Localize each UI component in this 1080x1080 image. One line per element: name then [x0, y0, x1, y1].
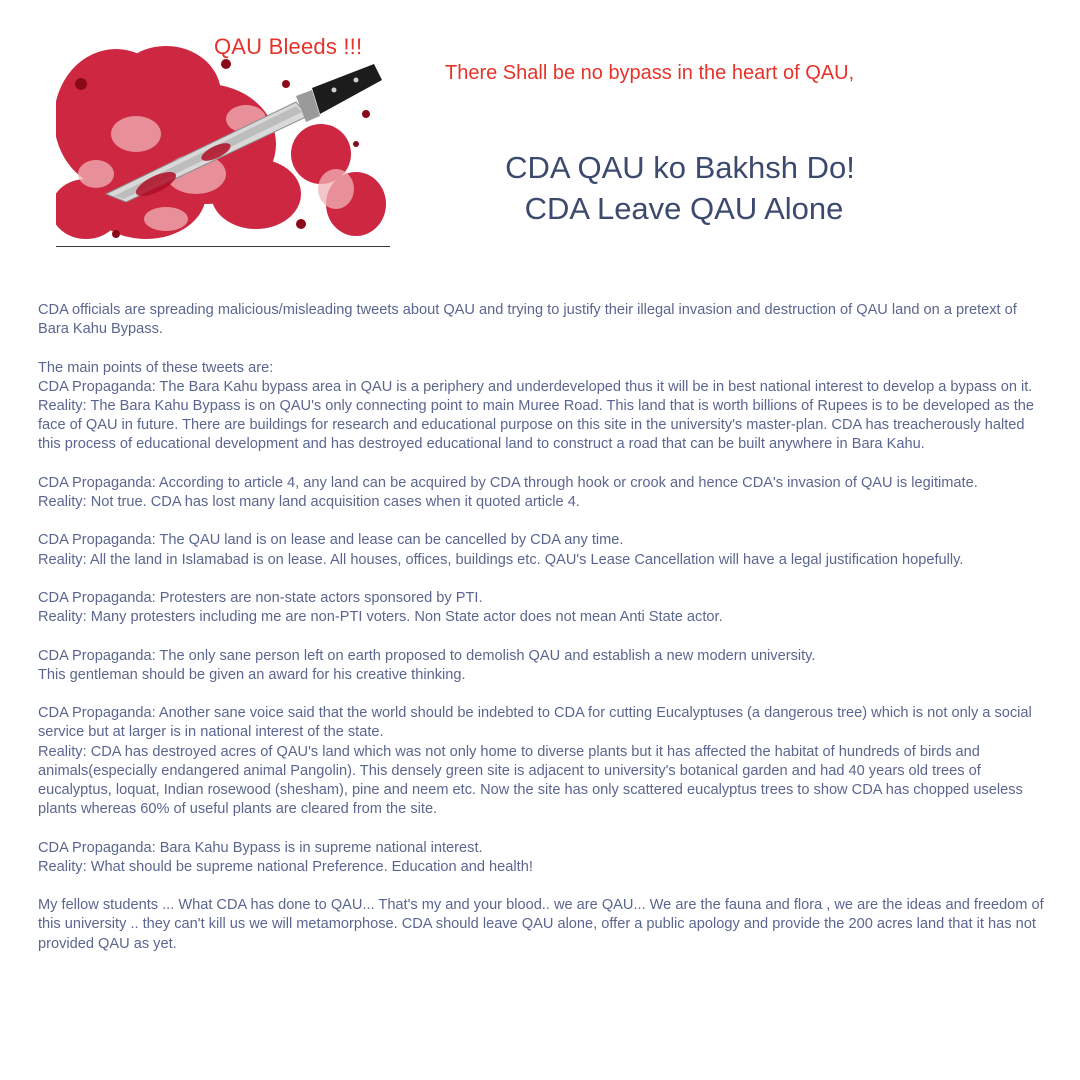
- intro-paragraph: [38, 301, 1050, 339]
- bypass-paragraph: [38, 359, 1050, 455]
- tagline: There Shall be no bypass in the heart of QAU,: [445, 62, 855, 84]
- hero-caption: QAU Bleeds !!!: [214, 34, 363, 59]
- closing-text: My fellow students ... What CDA has done to QAU... That's my and your blood.. we are QAU... We are the fauna and flora , we are the ideas and freedom of this university .. they can't kill us we will metamorphose. CDA should leave QAU alone, offer a public apology and provide the 200 acres land that it has not provided QAU as yet.: [38, 897, 1044, 952]
- propaganda-text: CDA Propaganda: The QAU land is on lease and lease can be cancelled by CDA any time.: [38, 532, 624, 549]
- points-heading: The main points of these tweets are:: [38, 359, 274, 376]
- reality-text: Reality: What should be supreme national Preference. Education and health!: [38, 858, 533, 875]
- comment-text: This gentleman should be given an award for his creative thinking.: [38, 666, 466, 683]
- propaganda-text: CDA Propaganda: Bara Kahu Bypass is in supreme national interest.: [38, 839, 483, 856]
- propaganda-text: CDA Propaganda: According to article 4, any land can be acquired by CDA through hook or crook and hence CDA's invasion of QAU is legitimate.: [38, 474, 978, 491]
- interest-paragraph: [38, 839, 1050, 877]
- propaganda-text: CDA Propaganda: The only sane person left on earth proposed to demolish QAU and establish a new modern university.: [38, 647, 816, 664]
- article4-paragraph: [38, 474, 1050, 512]
- propaganda-text: CDA Propaganda: Protesters are non-state actors sponsored by PTI.: [38, 589, 483, 606]
- headline-line-2: CDA Leave QAU Alone: [524, 191, 844, 226]
- article-body: [38, 301, 1050, 973]
- propaganda-text: CDA Propaganda: Another sane voice said that the world should be indebted to CDA for cutting Eucalyptuses (a dangerous tree) which is not only a social service but at larger is in national interest of the state.: [38, 705, 1032, 741]
- headline-line-1: CDA QAU ko Bakhsh Do!: [505, 150, 855, 185]
- demolish-paragraph: [38, 647, 1050, 685]
- eucalyptus-paragraph: [38, 704, 1050, 819]
- reality-text: Reality: The Bara Kahu Bypass is on QAU's only connecting point to main Muree Road. This land that is worth billions of Rupees is to be developed as the face of QAU in future. There are buildings for research and educational purpose on this site in the university's master-plan. CDA has treacherously halted this process of educational development and has destroyed educational land to construct a road that can be built anywhere in Bara Kahu.: [38, 398, 1034, 453]
- reality-text: Reality: All the land in Islamabad is on lease. All houses, offices, buildings etc. QAU's Lease Cancellation will have a legal justification hopefully.: [38, 551, 964, 568]
- closing-paragraph: [38, 896, 1050, 954]
- protesters-paragraph: [38, 589, 1050, 627]
- reality-text: Reality: CDA has destroyed acres of QAU's land which was not only home to diverse plants but it has affected the habitat of hundreds of birds and animals(especially endangered animal Pangolin). This densely green site is adjacent to university's botanical garden and had 40 years old trees of eucalyptus, loquat, Indian rosewood (shesham), pine and neem etc. Now the site has only scattered eucalyptus trees to show CDA has chopped useless plants whereas 60% of useful plants are cleared from the site.: [38, 743, 1023, 818]
- hero-image: [56, 24, 390, 247]
- reality-text: Reality: Many protesters including me are non-PTI voters. Non State actor does not mean Anti State actor.: [38, 609, 723, 626]
- intro-text: CDA officials are spreading malicious/misleading tweets about QAU and trying to justify their illegal invasion and destruction of QAU land on a pretext of Bara Kahu Bypass.: [38, 302, 1017, 338]
- propaganda-text: CDA Propaganda: The Bara Kahu bypass area in QAU is a periphery and underdeveloped thus it will be in best national interest to develop a bypass on it.: [38, 378, 1033, 395]
- reality-text: Reality: Not true. CDA has lost many land acquisition cases when it quoted article 4.: [38, 494, 580, 510]
- lease-paragraph: [38, 531, 1050, 569]
